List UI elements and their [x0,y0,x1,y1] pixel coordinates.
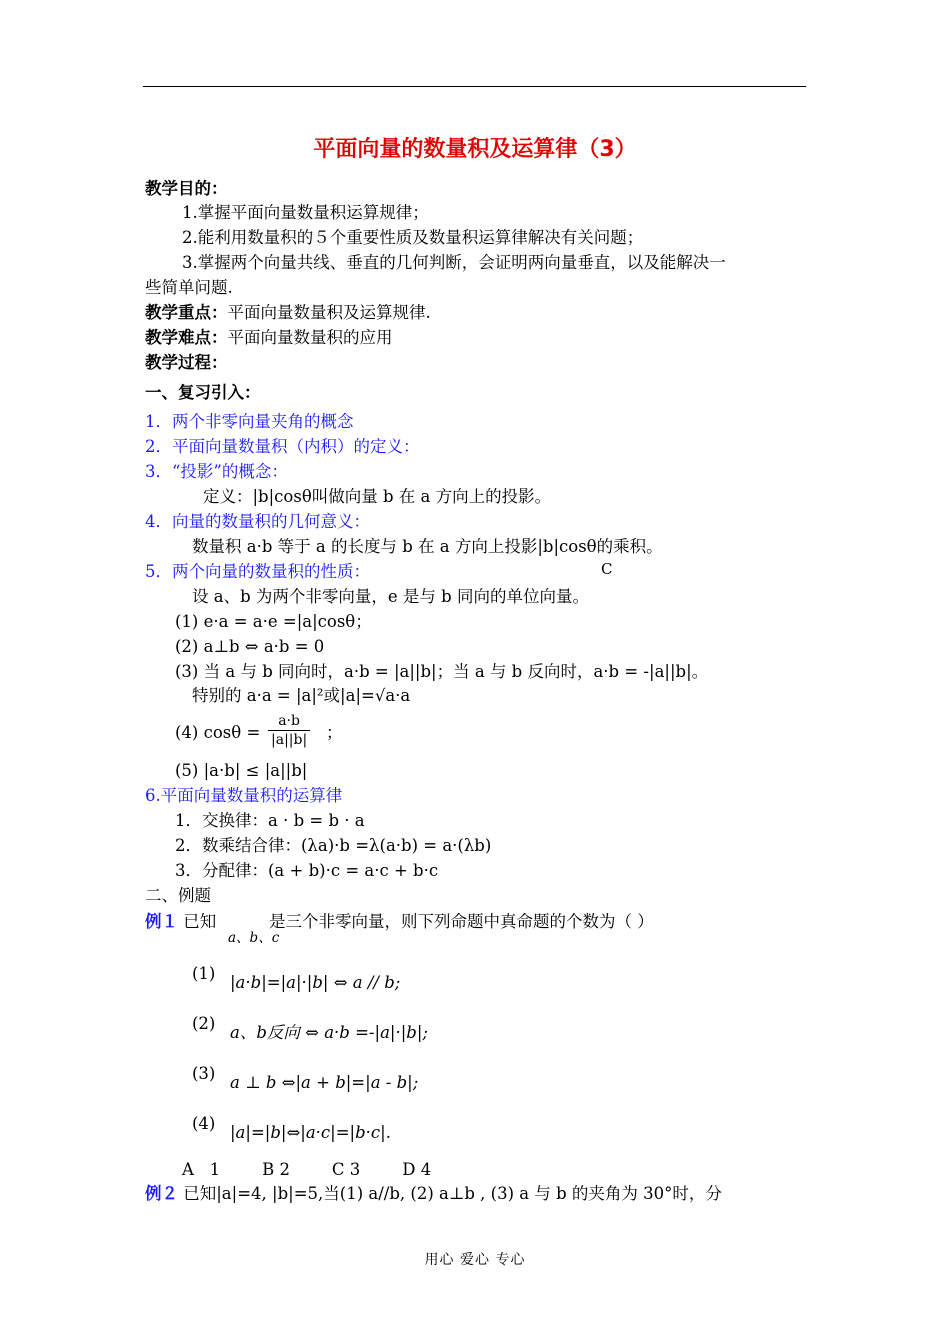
projection-definition: 定义：|b|cosθ叫做向量 b 在 a 方向上的投影。 [203,487,552,506]
review-item-4: 4．向量的数量积的几何意义： [145,512,370,531]
page-title: 平面向量的数量积及运算律（3） [313,137,637,162]
fraction-denominator: |a||b| [271,732,308,748]
example-1-item-2: a、b反向 ⇔ a·b =-|a|·|b|; [230,1023,428,1042]
review-item-5: 5．两个向量的数量积的性质： [145,562,370,581]
property-4-end: ； [326,723,343,742]
example-1-text: 是三个非零向量，则下列命题中真命题的个数为（ ） [269,912,654,931]
property-2: (2) a⊥b ⇔ a·b = 0 [175,637,325,656]
difficulty: 教学难点：平面向量数量积的应用 [145,328,393,347]
goals-heading: 教学目的： [145,179,228,198]
cos-fraction [268,712,310,749]
examples-heading: 二、例题 [145,886,211,905]
property-5: (5) |a·b| ≤ |a||b| [175,761,308,780]
stray-letter: C [601,560,613,578]
geometric-meaning: 数量积 a·b 等于 a 的长度与 b 在 a 方向上投影|b|cosθ的乘积。 [192,537,663,556]
example-2-prompt: 例２ 已知|a|=4, |b|=5,当(1) a//b, (2) a⊥b , (3) a 与 b 的夹角为 30°时，分 [145,1184,722,1203]
goal-item-1: 1.掌握平面向量数量积运算规律； [182,203,429,222]
example-1-item-3-number: (3) [192,1064,216,1083]
example-1-item-2-number: (2) [192,1014,216,1033]
goal-item-2: 2.能利用数量积的５个重要性质及数量积运算律解决有关问题； [182,228,644,247]
example-1-choices: A 1 B 2 C 3 D 4 [182,1160,432,1179]
example-1-vars: a、b、c [228,930,280,946]
example-1-item-1: |a·b|=|a|·|b| ⇔ a // b; [230,973,401,992]
example-1-item-1-number: (1) [192,964,216,983]
properties-intro: 设 a、b 为两个非零向量，e 是与 b 同向的单位向量。 [192,587,589,606]
law-associative: 2．数乘结合律：(λa)·b =λ(a·b) = a·(λb) [175,836,492,855]
example-1-item-4-number: (4) [192,1114,216,1133]
page-footer: 用心 爱心 专心 [424,1252,526,1268]
property-3-special: 特别的 a·a = |a|²或|a|=√a·a [192,686,411,705]
law-commutative: 1．交换律：a · b = b · a [175,811,365,830]
goal-item-3: 3.掌握两个向量共线、垂直的几何判断，会证明两向量垂直，以及能解决一 [182,253,726,272]
property-4-label: (4) cosθ = [175,723,261,742]
review-item-3: 3．“投影”的概念： [145,462,288,481]
review-heading: 一、复习引入： [145,383,261,402]
review-item-2: 2．平面向量数量积（内积）的定义： [145,437,420,456]
goal-item-3-cont: 些简单问题. [145,278,233,297]
fraction-numerator: a·b [268,712,310,731]
example-1-item-4: |a|=|b|⇔|a·c|=|b·c|. [230,1123,391,1142]
law-distributive: 3．分配律：(a + b)·c = a·c + b·c [175,861,439,880]
header-rule [143,86,806,87]
key-point: 教学重点：平面向量数量积及运算规律. [145,303,431,322]
example-1-prompt: 例１ 已知 [145,912,217,931]
process-heading: 教学过程： [145,353,228,372]
review-item-1: 1．两个非零向量夹角的概念 [145,412,354,431]
laws-heading: 6.平面向量数量积的运算律 [145,786,343,805]
example-1-item-3: a ⊥ b ⇔|a + b|=|a - b|; [230,1073,419,1092]
property-1: (1) e·a = a·e =|a|cosθ； [175,612,372,631]
property-3: (3) 当 a 与 b 同向时，a·b = |a||b|；当 a 与 b 反向时，a·b = -|a||b|。 [175,662,709,681]
